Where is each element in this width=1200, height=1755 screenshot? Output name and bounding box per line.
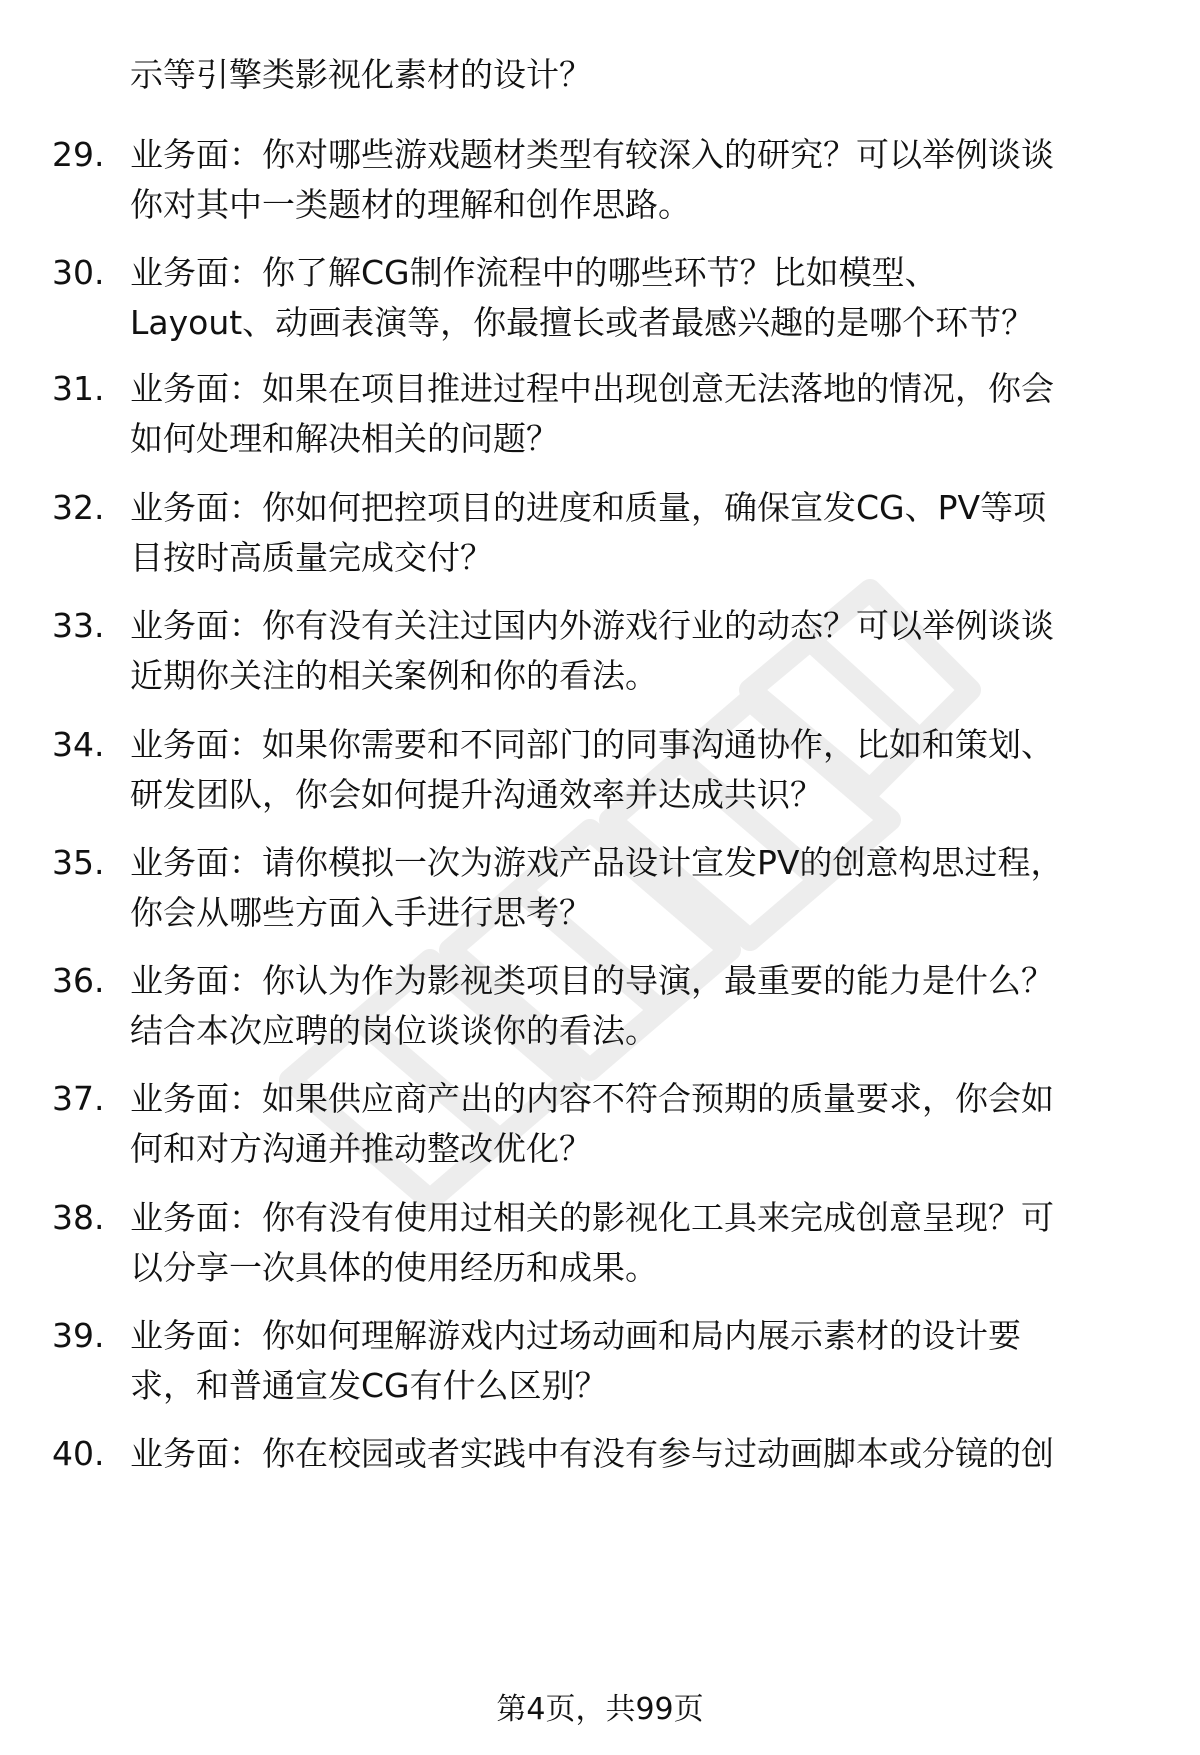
question-line: Layout、动画表演等，你最擅长或者最感兴趣的是哪个环节？ [130,303,1035,342]
question-number: 39. [52,1316,105,1355]
question-line: 如何处理和解决相关的问题？ [130,419,559,458]
question-line: 业务面：如果在项目推进过程中出现创意无法落地的情况，你会 [130,369,1054,408]
question-line: 业务面：请你模拟一次为游戏产品设计宣发PV的创意构思过程， [130,843,1064,882]
question-line: 业务面：你有没有关注过国内外游戏行业的动态？可以举例谈谈 [130,606,1054,645]
question-text [130,956,1140,1056]
question-number: 40. [52,1434,105,1473]
question-text [130,1074,1140,1174]
page-footer: 第4页，共99页 [496,1692,704,1727]
question-number: 34. [52,725,105,764]
question-line: 业务面：如果供应商产出的内容不符合预期的质量要求，你会如 [130,1079,1054,1118]
question-line: 业务面：你了解CG制作流程中的哪些环节？比如模型、 [130,253,938,292]
question-number: 32. [52,488,105,527]
question-text [130,1193,1140,1293]
question-number: 29. [52,135,105,174]
question-number: 38. [52,1198,105,1237]
question-line: 研发团队，你会如何提升沟通效率并达成共识？ [130,775,823,814]
question-number: 37. [52,1079,105,1118]
question-line: 你会从哪些方面入手进行思考？ [130,893,592,932]
question-line: 结合本次应聘的岗位谈谈你的看法。 [130,1011,658,1050]
question-number: 30. [52,253,105,292]
question-text [130,364,1140,464]
question-line: 业务面：你如何把控项目的进度和质量，确保宣发CG、PV等项 [130,488,1047,527]
question-text [130,483,1140,583]
question-text [130,838,1140,938]
question-line: 业务面：你有没有使用过相关的影视化工具来完成创意呈现？可 [130,1198,1054,1237]
question-line: 以分享一次具体的使用经历和成果。 [130,1248,658,1287]
continued-question-text: 示等引擎类影视化素材的设计？ [130,55,592,94]
question-line: 业务面：如果你需要和不同部门的同事沟通协作，比如和策划、 [130,725,1054,764]
question-line: 业务面：你对哪些游戏题材类型有较深入的研究？可以举例谈谈 [130,135,1054,174]
question-text [130,720,1140,820]
question-line: 目按时高质量完成交付？ [130,538,493,577]
question-number: 36. [52,961,105,1000]
question-number: 31. [52,369,105,408]
question-line: 业务面：你如何理解游戏内过场动画和局内展示素材的设计要 [130,1316,1021,1355]
question-text [130,1429,1140,1479]
question-line: 何和对方沟通并推动整改优化？ [130,1129,592,1168]
question-line: 近期你关注的相关案例和你的看法。 [130,656,658,695]
question-text [130,248,1140,348]
question-line: 你对其中一类题材的理解和创作思路。 [130,185,691,224]
question-text [130,1311,1140,1411]
question-line: 求，和普通宣发CG有什么区别？ [130,1366,608,1405]
question-text [130,130,1140,230]
question-number: 33. [52,606,105,645]
question-number: 35. [52,843,105,882]
question-text [130,601,1140,701]
question-line: 业务面：你认为作为影视类项目的导演，最重要的能力是什么？ [130,961,1054,1000]
question-line: 业务面：你在校园或者实践中有没有参与过动画脚本或分镜的创 [130,1434,1054,1473]
